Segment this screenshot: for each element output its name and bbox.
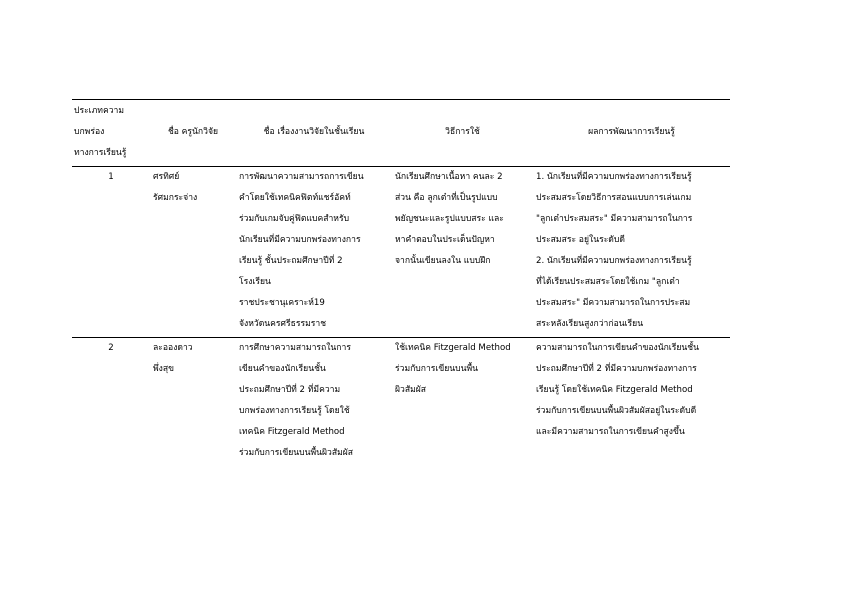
row-number: 2 — [108, 343, 114, 353]
cell-line: สระหลังเรียนสูงกว่าก่อนเรียน — [536, 319, 644, 329]
header-row — [72, 100, 730, 167]
table-row — [72, 167, 730, 338]
cell-line: เขียนคำของนักเรียนชั้น — [239, 364, 326, 374]
header-result — [533, 100, 730, 167]
cell-line: หาคำตอบในประเด็นปัญหา — [395, 235, 495, 245]
header-line: ชื่อ เรื่องงานวิจัยในชั้นเรียน — [263, 127, 365, 137]
cell-line: ใช้เทคนิค Fitzgerald Method — [395, 343, 511, 353]
cell-line: ร่วมกับการเขียนบนพื้นผิวสัมผัส — [239, 448, 354, 458]
cell-line: 2. นักเรียนที่มีความบกพร่องทางการเรียนรู้ — [536, 256, 692, 266]
cell-line: เรียนรู้ ชั้นประถมศึกษาปีที่ 2 — [239, 256, 343, 266]
cell-line: ส่วน คือ ลูกเต๋าที่เป็นรูปแบบ — [395, 193, 498, 203]
cell-line: และมีความสามารถในการเขียนคำสูงขึ้น — [536, 427, 685, 437]
header-researcher — [150, 100, 236, 167]
cell-line: ประถมศึกษาปีที่ 2 ที่มีความ — [239, 385, 341, 395]
cell-line: ความสามารถในการเขียนคำของนักเรียนชั้น — [536, 343, 699, 353]
cell-line: เทคนิค Fitzgerald Method — [239, 427, 345, 437]
header-research-title — [236, 100, 392, 167]
cell-line: ประสมสระโดยวิธีการสอนแบบการเล่นเกม — [536, 193, 692, 203]
header-line: ทางการเรียนรู้ — [74, 148, 127, 158]
cell-line: เรียนรู้ โดยใช้เทคนิค Fitzgerald Method — [536, 385, 693, 395]
cell-line: จากนั้นเขียนลงใน แบบฝึก — [395, 256, 491, 266]
research-title-cell — [236, 338, 392, 467]
cell-line: รัศมกระจ่าง — [153, 193, 198, 203]
cell-line: การพัฒนาความสามารถการเขียน — [239, 172, 364, 182]
cell-line: นักเรียนศึกษาเนื้อหา คนละ 2 — [395, 172, 503, 182]
cell-line: โรงเรียน — [239, 277, 271, 287]
cell-line: ร่วมกับการเขียนบนพื้น — [395, 364, 479, 374]
header-line: บกพร่อง — [74, 127, 105, 137]
cell-line: ร่วมกับเกมจับคู่ฟิตแบคสำหรับ — [239, 214, 350, 224]
cell-line: "ลูกเต๋าประสมสระ" มีความสามารถในการ — [536, 214, 693, 224]
cell-line: ประถมศึกษาปีที่ 2 ที่มีความบกพร่องทางการ — [536, 364, 697, 374]
cell-line: คำโดยใช้เทคนิคฟิตท์แชร์อัคท์ — [239, 193, 351, 203]
result-cell — [533, 338, 730, 467]
cell-line: การศึกษาความสามารถในการ — [239, 343, 351, 353]
table-row — [72, 338, 730, 467]
header-line: ชื่อ ครูนักวิจัย — [167, 127, 219, 137]
cell-line: จังหวัดนครศรีธรรมราช — [239, 319, 327, 329]
cell-line: ละอองดาว — [153, 343, 193, 353]
cell-line: บกพร่องทางการเรียนรู้ โดยใช้ — [239, 406, 350, 416]
research-table — [72, 99, 730, 466]
cell-line: ประสมสระ" มีความสามารถในการประสม — [536, 298, 691, 308]
cell-line: ร่วมกับการเขียนบนพื้นผิวสัมผัสอยู่ในระดับดี — [536, 406, 697, 416]
cell-line: ราชประชานุเคราะห์19 — [239, 298, 325, 308]
header-line: วิธีการใช้ — [445, 127, 480, 137]
row-number: 1 — [108, 172, 114, 182]
cell-line: ประสมสระ อยู่ในระดับดี — [536, 235, 625, 245]
researcher-cell — [150, 338, 236, 467]
header-disability-type — [72, 100, 150, 167]
cell-line: ผิวสัมผัส — [395, 385, 427, 395]
cell-line: นักเรียนที่มีความบกพร่องทางการ — [239, 235, 361, 245]
cell-line: 1. นักเรียนที่มีความบกพร่องทางการเรียนรู้ — [536, 172, 692, 182]
header-method — [392, 100, 533, 167]
method-cell — [392, 338, 533, 467]
result-cell — [533, 167, 730, 338]
cell-line: พยัญชนะและรูปแบบสระ และ — [395, 214, 504, 224]
header-line: ประเภทความ — [74, 106, 125, 116]
research-title-cell — [236, 167, 392, 338]
table-header — [72, 100, 730, 167]
researcher-cell — [150, 167, 236, 338]
cell-line: ที่ได้เรียนประสมสระโดยใช้เกม "ลูกเต๋า — [536, 277, 680, 287]
header-line: ผลการพัฒนาการเรียนรู้ — [588, 127, 675, 137]
method-cell — [392, 167, 533, 338]
cell-line: พึ่งสุข — [153, 364, 174, 374]
cell-line: ศรทิศย์ — [153, 172, 180, 182]
